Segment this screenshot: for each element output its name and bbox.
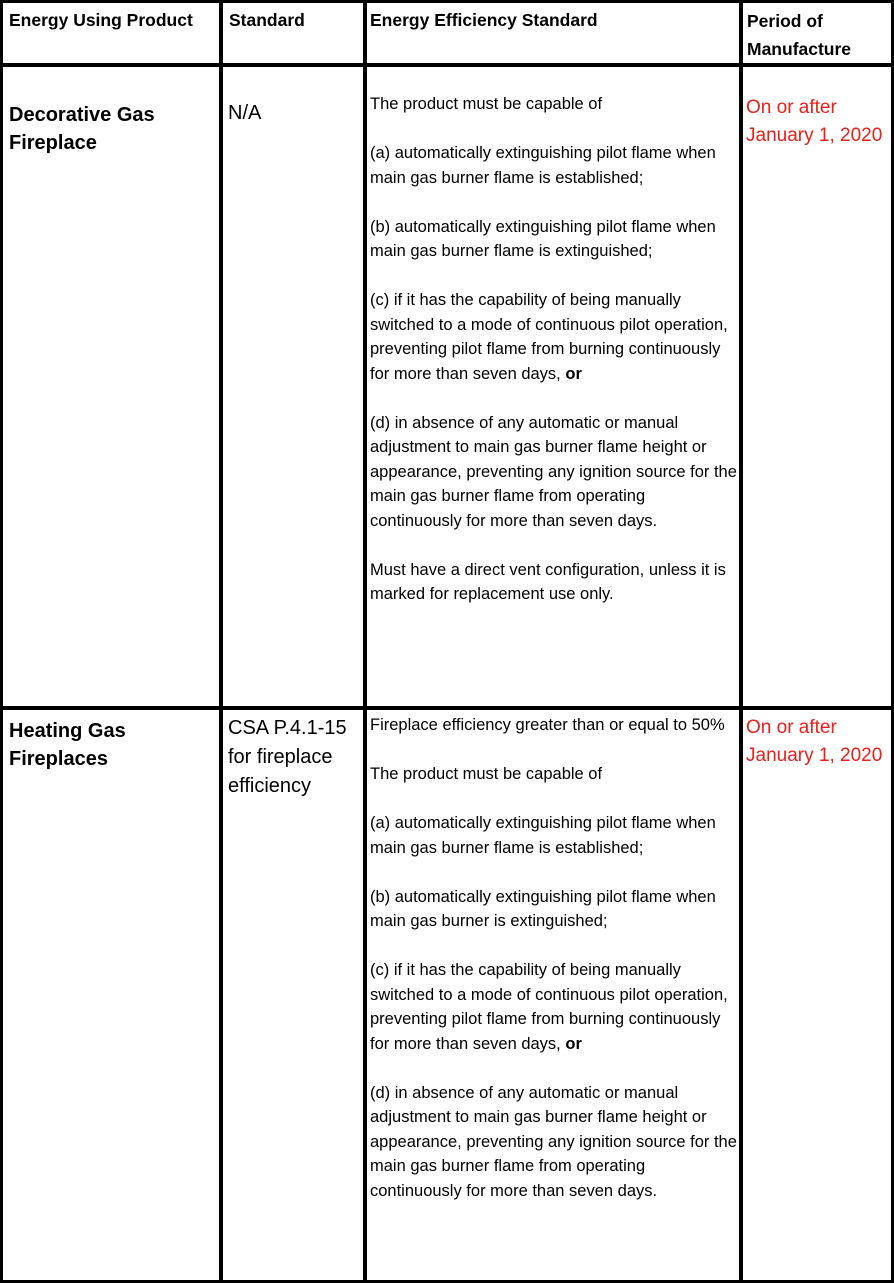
row1-standard: N/A	[223, 67, 363, 706]
row1-clause-b: (b) automatically extinguishing pilot flame when main gas burner flame is extinguished;	[370, 217, 716, 260]
row1-clause-c: (c) if it has the capability of being manually switched to a mode of continuous pilot operation, preventing pilot flame from burning continuously for more than seven days, or	[370, 291, 728, 383]
row1-efficiency	[367, 67, 739, 706]
row1-product: Decorative Gas Fireplace	[3, 67, 219, 706]
row2-clause-c: (c) if it has the capability of being manually switched to a mode of continuous pilot operation, preventing pilot flame from burning continuously for more than seven days, or	[370, 961, 728, 1053]
row2-clause-a: (a) automatically extinguishing pilot flame when main gas burner flame is established;	[370, 814, 716, 857]
row1-clause-a: (a) automatically extinguishing pilot flame when main gas burner flame is established;	[370, 144, 716, 187]
row1-intro: The product must be capable of	[370, 95, 603, 113]
header-efficiency: Energy Efficiency Standard	[367, 3, 739, 63]
header-period: Period of Manufacture	[743, 3, 891, 63]
header-product: Energy Using Product	[3, 3, 219, 63]
row2-clause-d: (d) in absence of any automatic or manual adjustment to main gas burner flame height or appearance, preventing any ignition source for the main gas burner flame from operating continuously for more than seven days.	[370, 1083, 737, 1200]
row2-intro: The product must be capable of	[370, 765, 603, 783]
header-standard: Standard	[223, 3, 363, 63]
row2-standard: CSA P.4.1-15 for fireplace efficiency	[223, 710, 363, 1280]
row2-efficiency	[367, 710, 739, 1280]
row2-efficiency-threshold: Fireplace efficiency greater than or equal to 50%	[370, 716, 725, 734]
row1-vent: Must have a direct vent configuration, unless it is marked for replacement use only.	[370, 560, 726, 603]
row1-period: On or after January 1, 2020	[743, 67, 891, 706]
row1-clause-d: (d) in absence of any automatic or manual adjustment to main gas burner flame height or appearance, preventing any ignition source for the main gas burner flame from operating continuously for more than seven days.	[370, 413, 737, 530]
row2-product: Heating Gas Fireplaces	[3, 710, 219, 1280]
row2-period: On or after January 1, 2020	[743, 710, 891, 1280]
row2-clause-b: (b) automatically extinguishing pilot flame when main gas burner is extinguished;	[370, 887, 716, 930]
